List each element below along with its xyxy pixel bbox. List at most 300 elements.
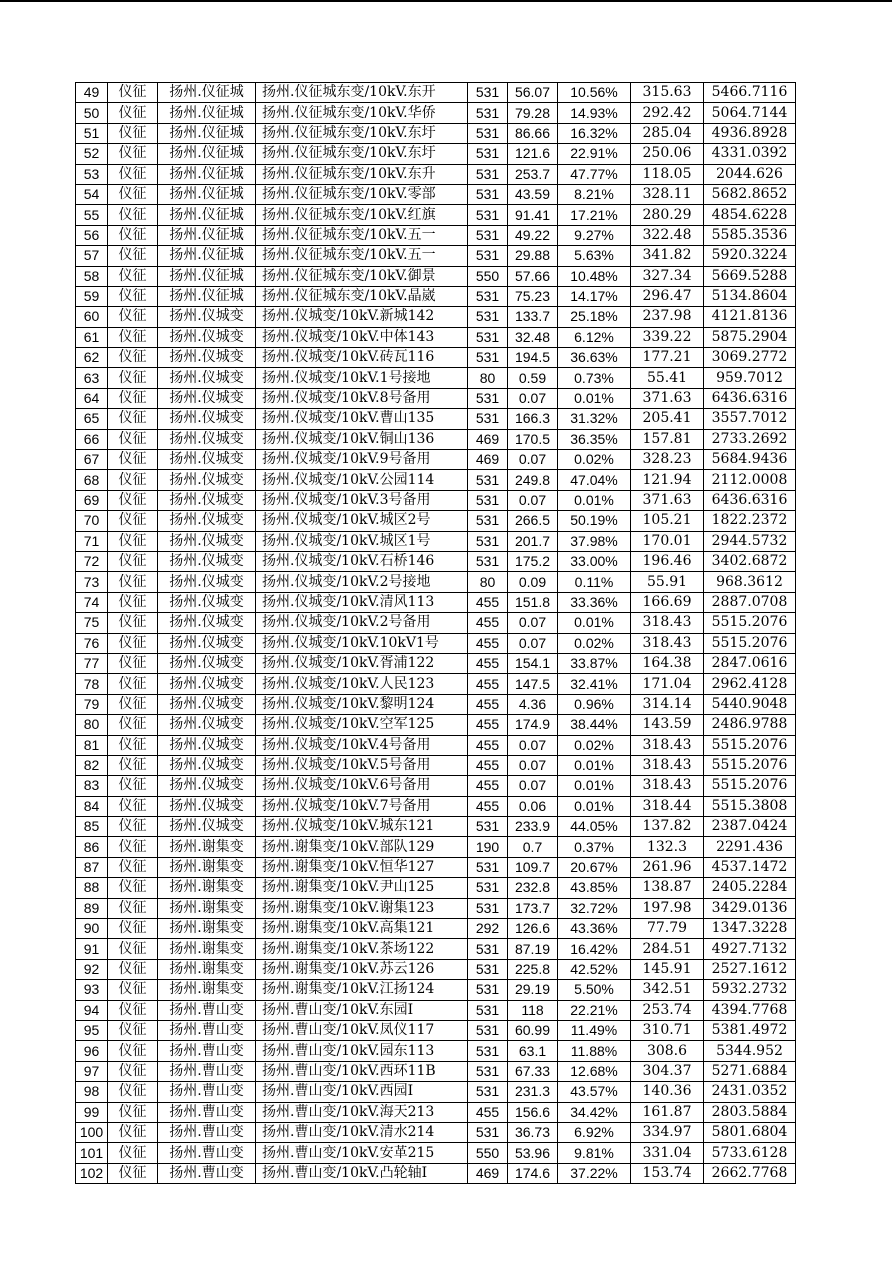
margin-cell: 318.43 [631,755,704,775]
capacity-cell: 455 [468,755,508,775]
substation-cell: 扬州.仪征城 [158,266,256,286]
load-rate-cell: 20.67% [558,857,631,877]
table-row [76,613,796,633]
row-index: 75 [76,613,108,633]
load-rate-cell: 43.85% [558,878,631,898]
margin-cell: 280.29 [631,205,704,225]
county-cell: 仪征 [108,592,158,612]
substation-cell: 扬州.谢集变 [158,939,256,959]
margin-power-cell: 5515.2076 [704,735,796,755]
capacity-cell: 531 [468,857,508,877]
capacity-cell: 455 [468,633,508,653]
county-cell: 仪征 [108,755,158,775]
margin-cell: 261.96 [631,857,704,877]
capacity-cell: 531 [468,1020,508,1040]
load-cell: 147.5 [508,674,558,694]
capacity-cell: 455 [468,592,508,612]
capacity-cell: 531 [468,817,508,837]
row-index: 66 [76,429,108,449]
margin-cell: 308.6 [631,1041,704,1061]
feeder-name-cell: 扬州.仪征城东变/10kV.五一 [256,246,468,266]
capacity-cell: 531 [468,246,508,266]
substation-cell: 扬州.谢集变 [158,878,256,898]
row-index: 72 [76,551,108,571]
table-row [76,123,796,143]
row-index: 84 [76,796,108,816]
feeder-name-cell: 扬州.仪城变/10kV.城区1号 [256,531,468,551]
substation-cell: 扬州.仪城变 [158,531,256,551]
margin-cell: 318.43 [631,735,704,755]
county-cell: 仪征 [108,572,158,592]
feeder-name-cell: 扬州.仪城变/10kV.6号备用 [256,776,468,796]
capacity-cell: 531 [468,531,508,551]
margin-cell: 196.46 [631,551,704,571]
load-rate-cell: 9.27% [558,225,631,245]
county-cell: 仪征 [108,205,158,225]
table-row [76,144,796,164]
substation-cell: 扬州.谢集变 [158,857,256,877]
substation-cell: 扬州.仪城变 [158,511,256,531]
table-row [76,1163,796,1183]
capacity-cell: 455 [468,776,508,796]
substation-cell: 扬州.仪城变 [158,694,256,714]
capacity-cell: 455 [468,715,508,735]
county-cell: 仪征 [108,450,158,470]
table-row [76,286,796,306]
row-index: 77 [76,653,108,673]
load-rate-cell: 32.72% [558,898,631,918]
load-cell: 87.19 [508,939,558,959]
load-cell: 266.5 [508,511,558,531]
load-rate-cell: 50.19% [558,511,631,531]
row-index: 60 [76,307,108,327]
capacity-cell: 531 [468,286,508,306]
margin-power-cell: 5684.9436 [704,450,796,470]
feeder-name-cell: 扬州.仪城变/10kV.3号备用 [256,490,468,510]
table-row [76,551,796,571]
feeder-name-cell: 扬州.仪城变/10kV.9号备用 [256,450,468,470]
county-cell: 仪征 [108,653,158,673]
substation-cell: 扬州.曹山变 [158,1122,256,1142]
load-cell: 29.88 [508,246,558,266]
substation-cell: 扬州.仪征城 [158,246,256,266]
substation-cell: 扬州.仪征城 [158,225,256,245]
margin-power-cell: 4121.8136 [704,307,796,327]
row-index: 69 [76,490,108,510]
margin-cell: 284.51 [631,939,704,959]
load-cell: 0.7 [508,837,558,857]
substation-cell: 扬州.仪城变 [158,572,256,592]
county-cell: 仪征 [108,164,158,184]
county-cell: 仪征 [108,266,158,286]
margin-cell: 77.79 [631,919,704,939]
capacity-cell: 80 [468,572,508,592]
margin-cell: 138.87 [631,878,704,898]
capacity-cell: 531 [468,409,508,429]
capacity-cell: 80 [468,368,508,388]
table-row [76,184,796,204]
row-index: 101 [76,1143,108,1163]
capacity-cell: 292 [468,919,508,939]
feeder-name-cell: 扬州.仪城变/10kV.铜山136 [256,429,468,449]
substation-cell: 扬州.仪城变 [158,327,256,347]
capacity-cell: 455 [468,613,508,633]
feeder-name-cell: 扬州.谢集变/10kV.江扬124 [256,980,468,1000]
county-cell: 仪征 [108,959,158,979]
load-cell: 0.07 [508,490,558,510]
table-row [76,1122,796,1142]
feeder-name-cell: 扬州.曹山变/10kV.园东113 [256,1041,468,1061]
margin-cell: 55.41 [631,368,704,388]
county-cell: 仪征 [108,327,158,347]
margin-power-cell: 2733.2692 [704,429,796,449]
table-row [76,348,796,368]
capacity-cell: 190 [468,837,508,857]
margin-power-cell: 5669.5288 [704,266,796,286]
feeder-name-cell: 扬州.曹山变/10kV.安革215 [256,1143,468,1163]
margin-power-cell: 4854.6228 [704,205,796,225]
feeder-name-cell: 扬州.仪征城东变/10kV.东升 [256,164,468,184]
load-rate-cell: 0.01% [558,755,631,775]
feeder-name-cell: 扬州.曹山变/10kV.海天213 [256,1102,468,1122]
feeder-name-cell: 扬州.谢集变/10kV.茶场122 [256,939,468,959]
table-row [76,1041,796,1061]
load-cell: 154.1 [508,653,558,673]
margin-power-cell: 2291.436 [704,837,796,857]
table-row [76,919,796,939]
feeder-name-cell: 扬州.仪城变/10kV.2号备用 [256,613,468,633]
row-index: 61 [76,327,108,347]
feeder-name-cell: 扬州.曹山变/10kV.清水214 [256,1122,468,1142]
margin-power-cell: 5515.2076 [704,755,796,775]
table-row [76,1143,796,1163]
load-rate-cell: 11.49% [558,1020,631,1040]
table-row [76,776,796,796]
row-index: 58 [76,266,108,286]
load-cell: 156.6 [508,1102,558,1122]
table-row [76,1000,796,1020]
margin-cell: 118.05 [631,164,704,184]
county-cell: 仪征 [108,246,158,266]
row-index: 71 [76,531,108,551]
load-cell: 231.3 [508,1082,558,1102]
load-cell: 133.7 [508,307,558,327]
county-cell: 仪征 [108,919,158,939]
county-cell: 仪征 [108,184,158,204]
substation-cell: 扬州.仪城变 [158,674,256,694]
county-cell: 仪征 [108,837,158,857]
margin-cell: 328.23 [631,450,704,470]
feeder-name-cell: 扬州.仪城变/10kV.公园114 [256,470,468,490]
margin-cell: 132.3 [631,837,704,857]
margin-power-cell: 959.7012 [704,368,796,388]
county-cell: 仪征 [108,388,158,408]
table-row [76,592,796,612]
feeder-name-cell: 扬州.仪征城东变/10kV.红旗 [256,205,468,225]
load-rate-cell: 33.87% [558,653,631,673]
substation-cell: 扬州.仪城变 [158,388,256,408]
feeder-name-cell: 扬州.仪城变/10kV.石桥146 [256,551,468,571]
load-rate-cell: 42.52% [558,959,631,979]
feeder-name-cell: 扬州.仪城变/10kV.5号备用 [256,755,468,775]
load-rate-cell: 17.21% [558,205,631,225]
load-rate-cell: 6.12% [558,327,631,347]
county-cell: 仪征 [108,470,158,490]
row-index: 87 [76,857,108,877]
margin-power-cell: 4927.7132 [704,939,796,959]
margin-cell: 318.43 [631,776,704,796]
row-index: 50 [76,103,108,123]
load-cell: 166.3 [508,409,558,429]
row-index: 67 [76,450,108,470]
load-rate-cell: 0.37% [558,837,631,857]
row-index: 70 [76,511,108,531]
margin-power-cell: 2486.9788 [704,715,796,735]
table-row [76,205,796,225]
row-index: 65 [76,409,108,429]
load-rate-cell: 47.77% [558,164,631,184]
feeder-name-cell: 扬州.谢集变/10kV.尹山125 [256,878,468,898]
margin-power-cell: 5801.6804 [704,1122,796,1142]
load-cell: 232.8 [508,878,558,898]
capacity-cell: 550 [468,1143,508,1163]
substation-cell: 扬州.仪城变 [158,450,256,470]
margin-cell: 296.47 [631,286,704,306]
county-cell: 仪征 [108,898,158,918]
margin-cell: 121.94 [631,470,704,490]
load-cell: 0.07 [508,388,558,408]
feeder-name-cell: 扬州.仪征城东变/10kV.零部 [256,184,468,204]
capacity-cell: 531 [468,1000,508,1020]
feeder-name-cell: 扬州.仪城变/10kV.空军125 [256,715,468,735]
county-cell: 仪征 [108,857,158,877]
county-cell: 仪征 [108,735,158,755]
capacity-cell: 531 [468,980,508,1000]
margin-cell: 253.74 [631,1000,704,1020]
row-index: 96 [76,1041,108,1061]
row-index: 93 [76,980,108,1000]
table-row [76,1020,796,1040]
margin-cell: 314.14 [631,694,704,714]
table-row [76,409,796,429]
load-rate-cell: 38.44% [558,715,631,735]
margin-cell: 164.38 [631,653,704,673]
margin-power-cell: 5733.6128 [704,1143,796,1163]
margin-power-cell: 2431.0352 [704,1082,796,1102]
substation-cell: 扬州.仪城变 [158,653,256,673]
margin-power-cell: 4936.8928 [704,123,796,143]
load-rate-cell: 22.21% [558,1000,631,1020]
margin-cell: 371.63 [631,388,704,408]
substation-cell: 扬州.仪城变 [158,470,256,490]
margin-power-cell: 2887.0708 [704,592,796,612]
margin-power-cell: 5515.3808 [704,796,796,816]
table-row [76,1082,796,1102]
margin-power-cell: 5344.952 [704,1041,796,1061]
load-cell: 75.23 [508,286,558,306]
feeder-name-cell: 扬州.仪征城东变/10kV.东圩 [256,144,468,164]
top-rule [0,0,892,2]
capacity-cell: 531 [468,144,508,164]
substation-cell: 扬州.仪城变 [158,592,256,612]
table-row [76,388,796,408]
table-row [76,572,796,592]
margin-power-cell: 3557.7012 [704,409,796,429]
row-index: 91 [76,939,108,959]
feeder-name-cell: 扬州.曹山变/10kV.凤仪117 [256,1020,468,1040]
capacity-cell: 455 [468,674,508,694]
load-rate-cell: 44.05% [558,817,631,837]
row-index: 51 [76,123,108,143]
margin-power-cell: 5515.2076 [704,633,796,653]
margin-cell: 237.98 [631,307,704,327]
substation-cell: 扬州.仪城变 [158,796,256,816]
table-row [76,653,796,673]
substation-cell: 扬州.曹山变 [158,1163,256,1183]
row-index: 86 [76,837,108,857]
margin-power-cell: 2527.1612 [704,959,796,979]
margin-cell: 55.91 [631,572,704,592]
load-cell: 151.8 [508,592,558,612]
substation-cell: 扬州.仪城变 [158,307,256,327]
margin-power-cell: 2112.0008 [704,470,796,490]
capacity-cell: 531 [468,1122,508,1142]
table-row [76,715,796,735]
table-row [76,980,796,1000]
margin-cell: 342.51 [631,980,704,1000]
county-cell: 仪征 [108,531,158,551]
margin-cell: 341.82 [631,246,704,266]
capacity-cell: 469 [468,1163,508,1183]
table-row [76,450,796,470]
substation-cell: 扬州.仪征城 [158,205,256,225]
load-rate-cell: 11.88% [558,1041,631,1061]
load-cell: 126.6 [508,919,558,939]
substation-cell: 扬州.曹山变 [158,1041,256,1061]
table-row [76,1102,796,1122]
load-cell: 32.48 [508,327,558,347]
county-cell: 仪征 [108,103,158,123]
load-rate-cell: 16.42% [558,939,631,959]
capacity-cell: 531 [468,103,508,123]
capacity-cell: 531 [468,184,508,204]
substation-cell: 扬州.仪城变 [158,715,256,735]
load-cell: 0.07 [508,755,558,775]
margin-power-cell: 2044.626 [704,164,796,184]
margin-power-cell: 2803.5884 [704,1102,796,1122]
feeder-name-cell: 扬州.曹山变/10kV.西园Ⅰ [256,1082,468,1102]
load-cell: 0.07 [508,633,558,653]
row-index: 80 [76,715,108,735]
feeder-name-cell: 扬州.仪城变/10kV.10kV1号 [256,633,468,653]
capacity-cell: 455 [468,694,508,714]
row-index: 102 [76,1163,108,1183]
table-row [76,103,796,123]
capacity-cell: 531 [468,1061,508,1081]
margin-cell: 328.11 [631,184,704,204]
load-cell: 63.1 [508,1041,558,1061]
load-cell: 0.07 [508,613,558,633]
county-cell: 仪征 [108,796,158,816]
feeder-load-table [75,82,796,1184]
load-cell: 60.99 [508,1020,558,1040]
capacity-cell: 531 [468,327,508,347]
substation-cell: 扬州.仪城变 [158,817,256,837]
margin-power-cell: 5064.7144 [704,103,796,123]
capacity-cell: 531 [468,123,508,143]
feeder-name-cell: 扬州.仪城变/10kV.中体143 [256,327,468,347]
margin-power-cell: 968.3612 [704,572,796,592]
county-cell: 仪征 [108,939,158,959]
margin-cell: 315.63 [631,83,704,103]
row-index: 85 [76,817,108,837]
row-index: 92 [76,959,108,979]
load-rate-cell: 12.68% [558,1061,631,1081]
load-rate-cell: 0.02% [558,450,631,470]
margin-power-cell: 4537.1472 [704,857,796,877]
county-cell: 仪征 [108,817,158,837]
table-row [76,307,796,327]
load-rate-cell: 0.01% [558,776,631,796]
substation-cell: 扬州.曹山变 [158,1143,256,1163]
load-rate-cell: 43.57% [558,1082,631,1102]
margin-cell: 197.98 [631,898,704,918]
margin-power-cell: 3429.0136 [704,898,796,918]
load-rate-cell: 10.56% [558,83,631,103]
county-cell: 仪征 [108,409,158,429]
load-rate-cell: 0.01% [558,388,631,408]
margin-cell: 157.81 [631,429,704,449]
margin-power-cell: 6436.6316 [704,388,796,408]
margin-power-cell: 2387.0424 [704,817,796,837]
margin-power-cell: 2944.5732 [704,531,796,551]
load-rate-cell: 47.04% [558,470,631,490]
load-cell: 201.7 [508,531,558,551]
county-cell: 仪征 [108,613,158,633]
feeder-name-cell: 扬州.曹山变/10kV.东园Ⅰ [256,1000,468,1020]
margin-power-cell: 2847.0616 [704,653,796,673]
table-row [76,878,796,898]
county-cell: 仪征 [108,429,158,449]
load-rate-cell: 5.50% [558,980,631,1000]
margin-cell: 334.97 [631,1122,704,1142]
margin-power-cell: 5875.2904 [704,327,796,347]
capacity-cell: 550 [468,266,508,286]
capacity-cell: 531 [468,348,508,368]
table-row [76,327,796,347]
load-rate-cell: 31.32% [558,409,631,429]
capacity-cell: 469 [468,450,508,470]
row-index: 55 [76,205,108,225]
row-index: 52 [76,144,108,164]
load-rate-cell: 10.48% [558,266,631,286]
table-row [76,490,796,510]
capacity-cell: 531 [468,551,508,571]
load-rate-cell: 0.01% [558,490,631,510]
load-cell: 4.36 [508,694,558,714]
feeder-name-cell: 扬州.仪征城东变/10kV.华侨 [256,103,468,123]
substation-cell: 扬州.仪征城 [158,123,256,143]
capacity-cell: 469 [468,429,508,449]
margin-cell: 339.22 [631,327,704,347]
margin-power-cell: 5440.9048 [704,694,796,714]
capacity-cell: 531 [468,939,508,959]
substation-cell: 扬州.仪城变 [158,368,256,388]
margin-power-cell: 5381.4972 [704,1020,796,1040]
substation-cell: 扬州.仪征城 [158,164,256,184]
substation-cell: 扬州.仪征城 [158,286,256,306]
margin-cell: 327.34 [631,266,704,286]
